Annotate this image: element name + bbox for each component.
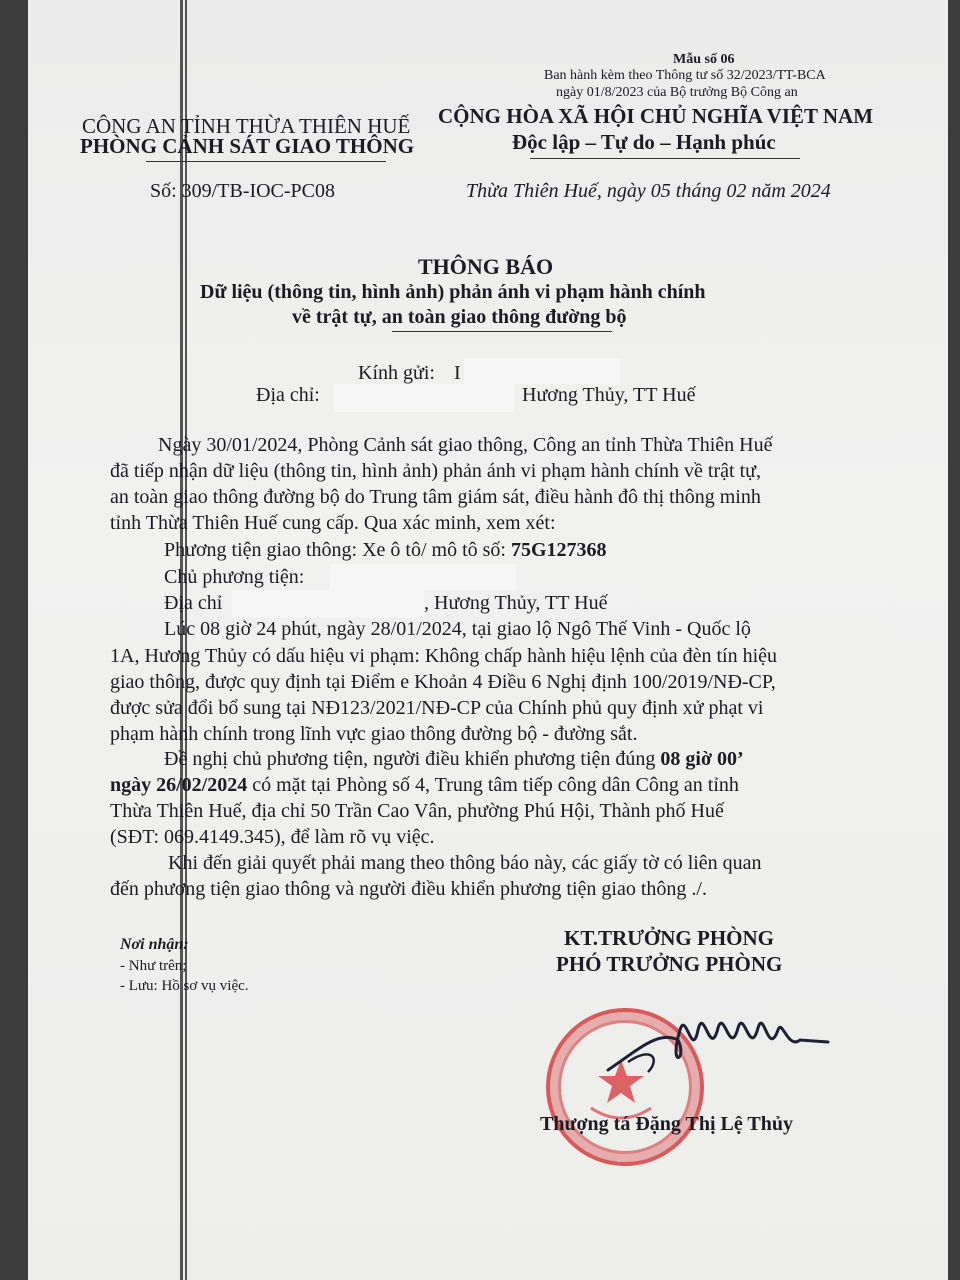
body-line [110,774,739,797]
agency-name: CÔNG AN TỈNH THỪA THIÊN HUẾ [82,114,411,138]
body-line: Thừa Thiên Huế, địa chỉ 50 Trần Cao Vân, phường Phú Hội, Thành phố Huế [110,800,724,822]
address-value: Hương Thủy, TT Huế [522,384,696,406]
redaction-box [464,358,620,384]
document-page [28,0,948,1280]
body-line: 1A, Hương Thủy có dấu hiệu vi phạm: Không chấp hành hiệu lệnh của đèn tín hiệu [110,645,778,667]
redaction-box [330,564,516,590]
form-code: Mẫu số 06 [673,52,735,67]
body-line: được sửa đổi bổ sung tại NĐ123/2021/NĐ-CP của Chính phủ quy định xử phạt vi [110,697,764,719]
text-span: có mặt tại Phòng số 4, Trung tâm tiếp công dân Công an tỉnh [247,774,739,796]
body-line: an toàn giao thông đường bộ do Trung tâm giám sát, điều hành đô thị thông minh [110,486,761,508]
national-motto: Độc lập – Tự do – Hạnh phúc [512,130,776,154]
owner-address-label: Địa chỉ [164,592,223,614]
body-line: đến phương tiện giao thông và người điều khiển phương tiện giao thông ./. [110,878,707,900]
addressee-label: Kính gửi: [358,362,435,384]
nation-name: CỘNG HÒA XÃ HỘI CHỦ NGHĨA VIỆT NAM [438,104,874,128]
body-line: Lúc 08 giờ 24 phút, ngày 28/01/2024, tại giao lộ Ngô Thế Vinh - Quốc lộ [164,618,751,640]
department-underline [146,161,386,162]
signer-name: Thượng tá Đặng Thị Lệ Thủy [540,1113,793,1135]
document-number: Số: 309/TB-IOC-PC08 [150,180,336,202]
document-title: THÔNG BÁO [418,254,554,279]
redaction-box [232,590,424,618]
body-line [164,748,744,771]
text-span: Đề nghị chủ phương tiện, người điều khiển phương tiện đúng [164,748,661,770]
redaction-box [334,384,514,412]
recipient-item: - Như trên; [120,958,187,974]
appointment-time: 08 giờ 00’ [660,748,744,770]
body-line: phạm hành chính trong lĩnh vực giao thông đường bộ - đường sắt. [110,723,638,745]
signer-title: KT.TRƯỞNG PHÒNG [564,926,774,950]
owner-label: Chủ phương tiện: [164,566,305,588]
vehicle-plate: 75G127368 [510,539,607,561]
owner-address-value: , Hương Thủy, TT Huế [424,592,608,614]
address-label: Địa chỉ: [256,384,320,406]
body-line: giao thông, được quy định tại Điểm e Khoản 4 Điều 6 Nghị định 100/2019/NĐ-CP, [110,671,776,693]
body-line: đã tiếp nhận dữ liệu (thông tin, hình ảnh) phản ánh vi phạm hành chính về trật tự, [110,460,761,482]
addressee-value: I [454,362,461,384]
subtitle-underline [392,331,612,332]
handwritten-signature [568,1000,848,1090]
body-line: Khi đến giải quyết phải mang theo thông báo này, các giấy tờ có liên quan [168,852,762,874]
recipient-item: - Lưu: Hồ sơ vụ việc. [120,978,249,994]
vehicle-line [164,539,607,562]
body-line: tỉnh Thừa Thiên Huế cung cấp. Qua xác minh, xem xét: [110,512,556,534]
place-and-date: Thừa Thiên Huế, ngày 05 tháng 02 năm 2024 [466,180,831,202]
body-line: (SĐT: 069.4149.345), để làm rõ vụ việc. [110,826,435,848]
form-reference: Ban hành kèm theo Thông tư số 32/2023/TT-BCA [544,68,826,83]
signer-subtitle: PHÓ TRƯỞNG PHÒNG [556,952,783,976]
motto-underline [530,158,800,159]
document-subtitle: Dữ liệu (thông tin, hình ảnh) phản ánh vi phạm hành chính [200,281,706,303]
appointment-date: ngày 26/02/2024 [110,774,248,796]
department-name: PHÒNG CẢNH SÁT GIAO THÔNG [80,134,415,158]
body-line: Ngày 30/01/2024, Phòng Cảnh sát giao thông, Công an tỉnh Thừa Thiên Huế [158,434,773,456]
document-subtitle-2: về trật tự, an toàn giao thông đường bộ [292,306,627,328]
recipients-title: Nơi nhận: [120,936,189,953]
form-reference-date: ngày 01/8/2023 của Bộ trưởng Bộ Công an [556,85,798,100]
vehicle-label: Phương tiện giao thông: Xe ô tô/ mô tô số: [164,539,511,561]
